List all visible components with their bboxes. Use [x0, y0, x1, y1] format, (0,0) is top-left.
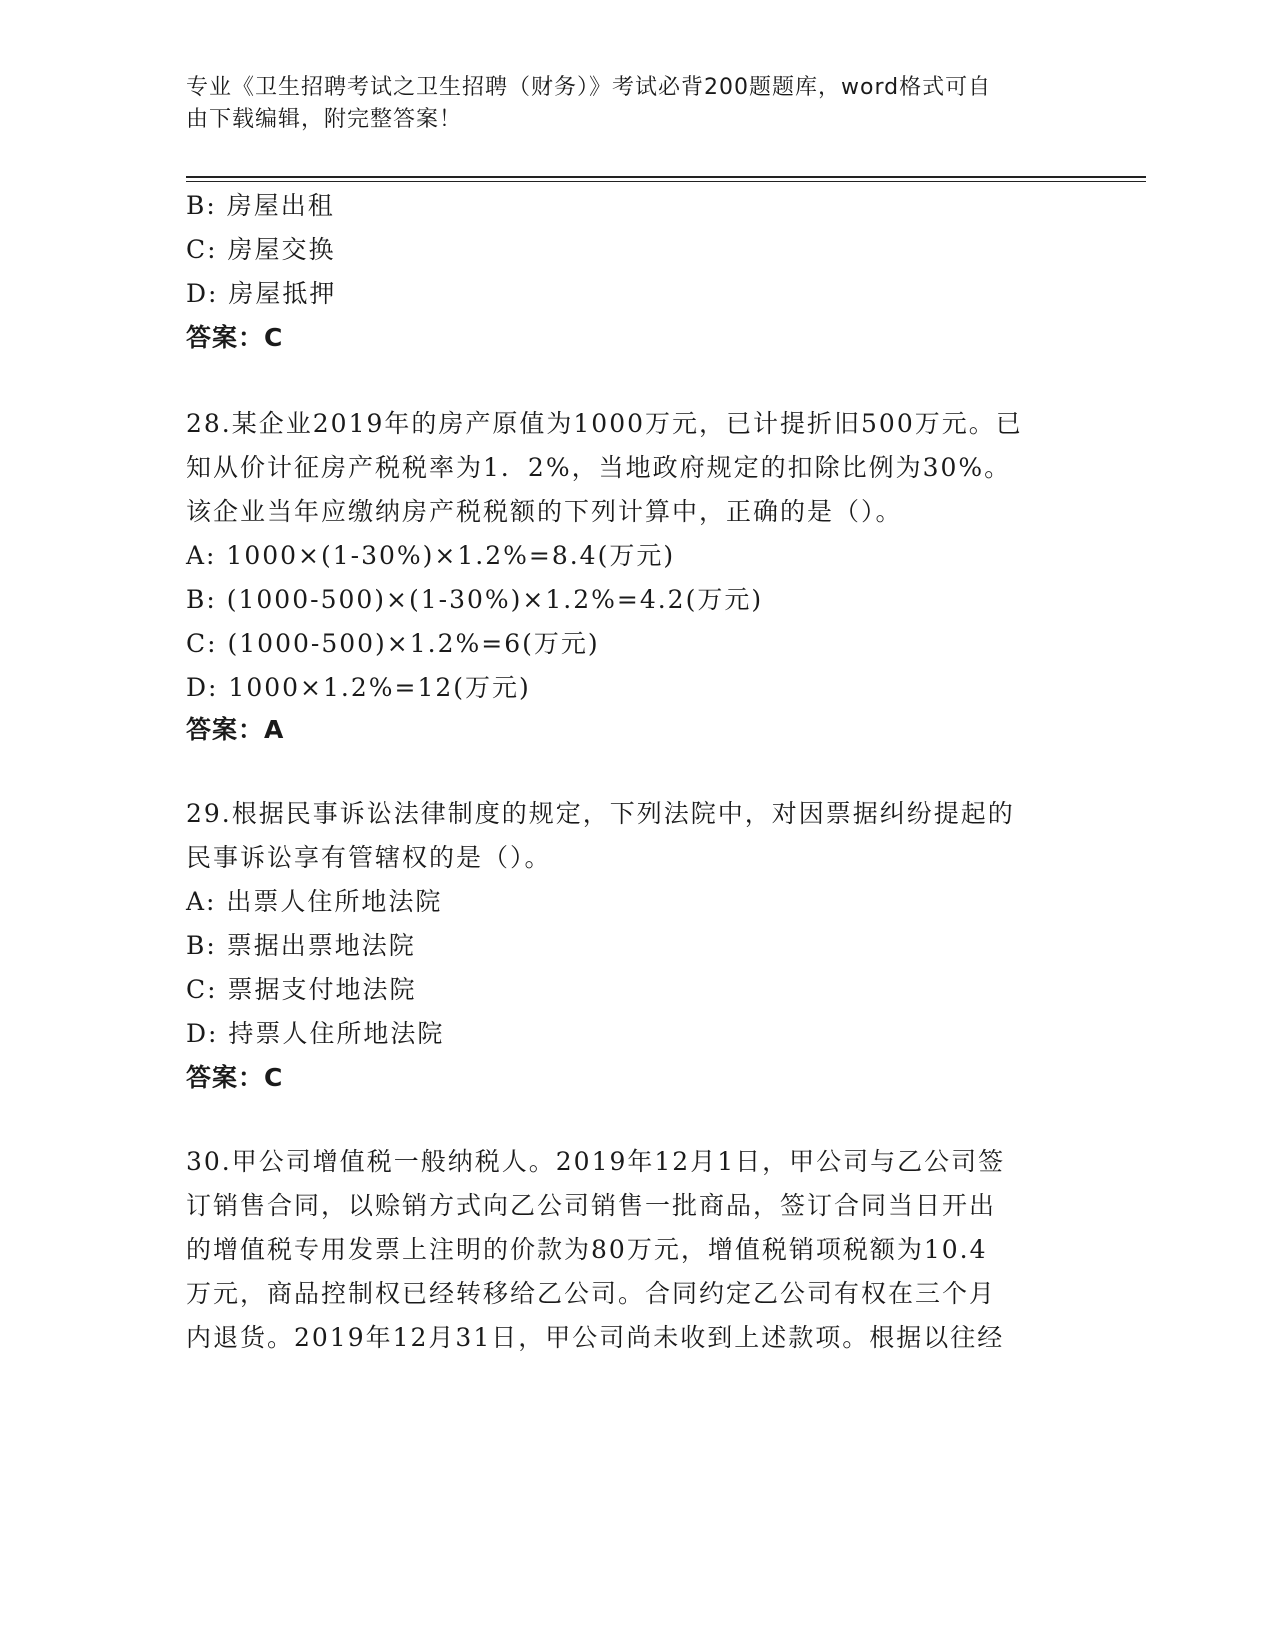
q29-option-b: B: 票据出票地法院	[186, 931, 416, 960]
q29-option-c: C: 票据支付地法院	[186, 975, 417, 1004]
q29-answer: 答案：C	[186, 1063, 284, 1092]
q28-option-a: A: 1000×(1-30%)×1.2%=8.4(万元)	[186, 541, 676, 570]
q27-option-d: D: 房屋抵押	[186, 279, 337, 308]
q28-answer: 答案：A	[186, 715, 285, 744]
q27-answer: 答案：C	[186, 323, 284, 352]
header-line-2: 由下载编辑，附完整答案！	[186, 107, 463, 132]
q29-stem-line-2: 民事诉讼享有管辖权的是（）。	[186, 843, 552, 872]
header-rule-thin	[186, 181, 1146, 182]
q30-stem-line-5: 内退货。2019年12月31日，甲公司尚未收到上述款项。根据以往经	[186, 1323, 1005, 1352]
q27-option-c: C: 房屋交换	[186, 235, 336, 264]
q30-stem-line-1: 30.甲公司增值税一般纳税人。2019年12月1日，甲公司与乙公司签	[186, 1147, 1006, 1176]
header-rule-thick	[186, 176, 1146, 178]
q30-stem-line-2: 订销售合同，以赊销方式向乙公司销售一批商品，签订合同当日开出	[186, 1191, 997, 1220]
q28-stem-line-3: 该企业当年应缴纳房产税税额的下列计算中，正确的是（）。	[186, 497, 903, 526]
q28-option-b: B: (1000-500)×(1-30%)×1.2%=4.2(万元)	[186, 585, 764, 614]
q28-option-c: C: (1000-500)×1.2%=6(万元)	[186, 629, 600, 658]
header-line-1: 专业《卫生招聘考试之卫生招聘（财务）》考试必背200题题库，word格式可自	[186, 75, 992, 100]
q30-stem-line-4: 万元，商品控制权已经转移给乙公司。合同约定乙公司有权在三个月	[186, 1279, 997, 1308]
document-header	[186, 72, 1066, 136]
q30-stem-line-3: 的增值税专用发票上注明的价款为80万元，增值税销项税额为10.4	[186, 1235, 988, 1264]
q28-option-d: D: 1000×1.2%=12(万元)	[186, 673, 531, 702]
q28-stem-line-2: 知从价计征房产税税率为1．2%，当地政府规定的扣除比例为30%。	[186, 453, 1012, 482]
q28-stem-line-1: 28.某企业2019年的房产原值为1000万元，已计提折旧500万元。已	[186, 409, 1023, 438]
q29-option-a: A: 出票人住所地法院	[186, 887, 443, 916]
q27-option-b: B: 房屋出租	[186, 191, 335, 220]
q29-option-d: D: 持票人住所地法院	[186, 1019, 445, 1048]
q29-stem-line-1: 29.根据民事诉讼法律制度的规定，下列法院中，对因票据纠纷提起的	[186, 799, 1015, 828]
